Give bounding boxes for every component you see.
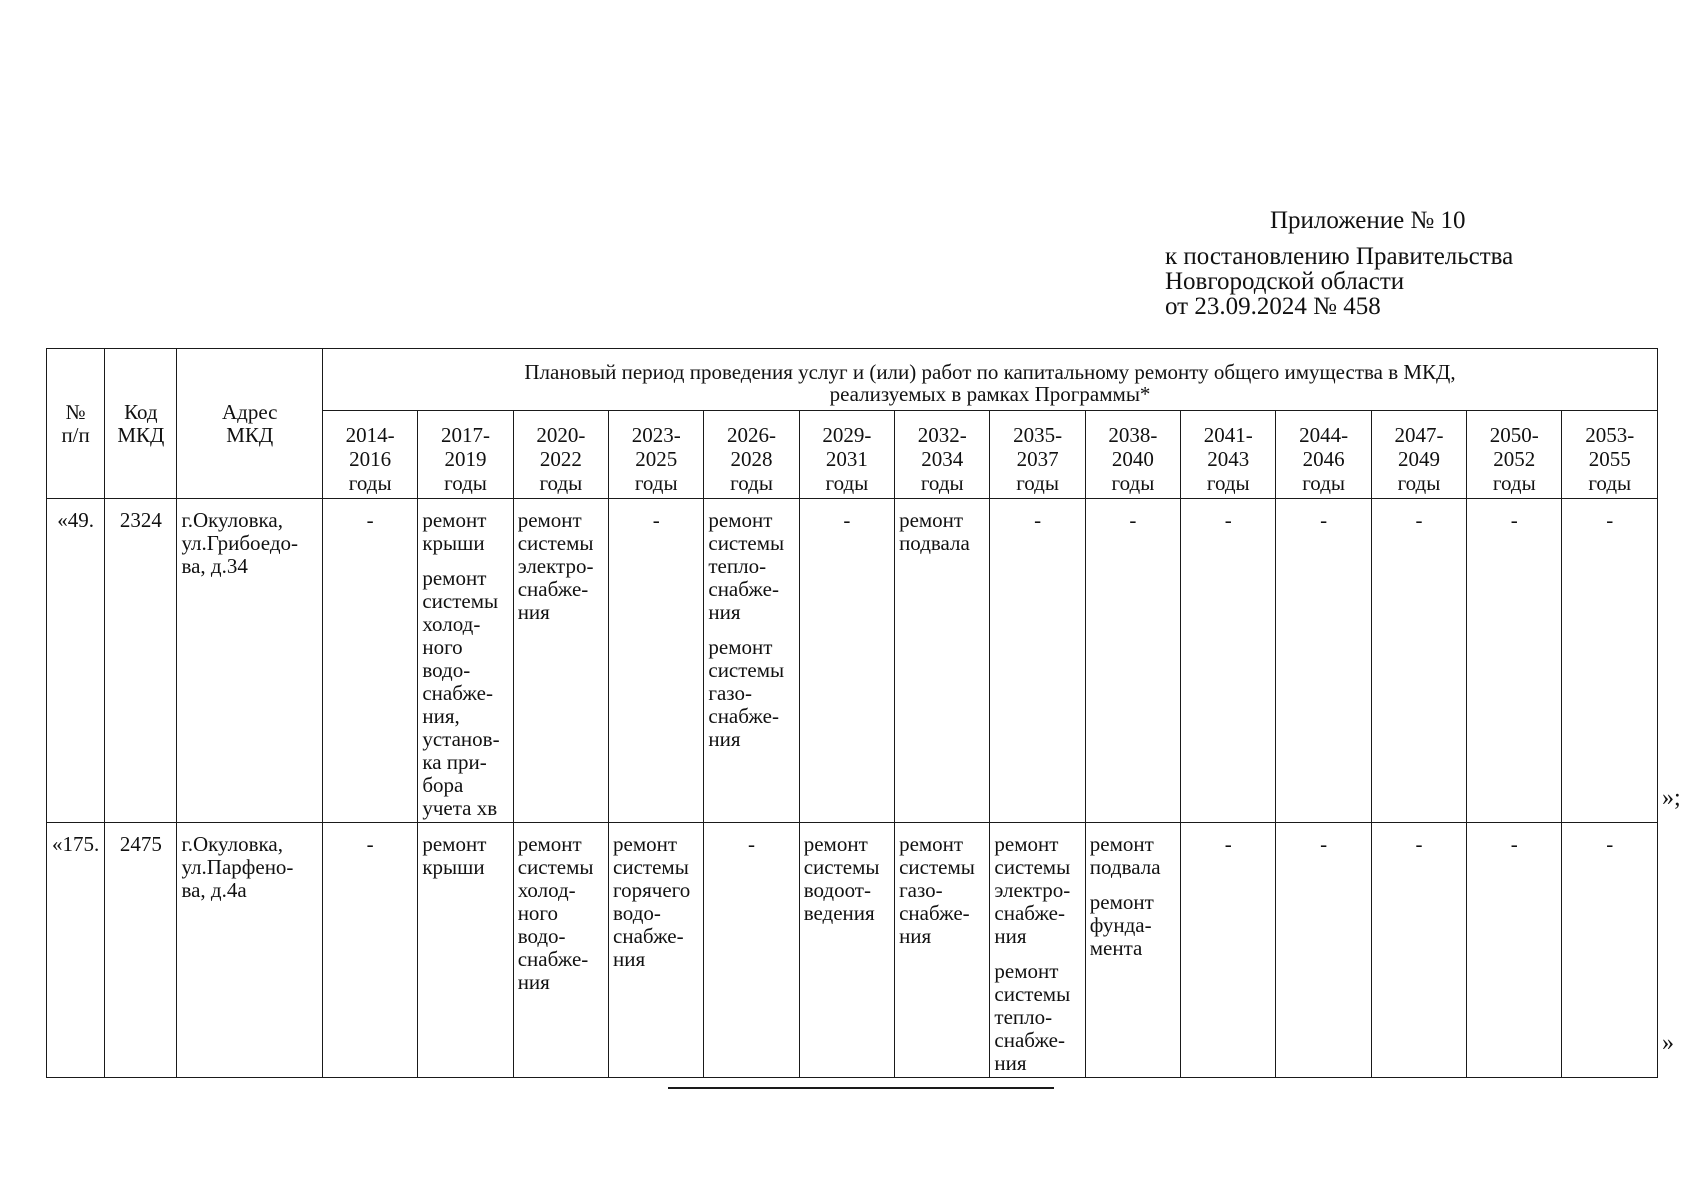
work-item: ремонт системы газо- снабже- ния	[899, 832, 975, 948]
period-cell	[323, 823, 418, 1078]
work-item: ремонт системы газо- снабже- ния	[708, 635, 785, 751]
header-period: Плановый период проведения услуг и (или) работ по капитальному ремонту общего имущества в МКД, реализуемых в рамках Программы*	[323, 349, 1658, 411]
period-cell	[1085, 823, 1180, 1078]
work-item: ремонт подвала	[899, 508, 970, 555]
period-cell	[895, 499, 990, 823]
period-cell	[1371, 499, 1466, 823]
period-cell	[1562, 823, 1658, 1078]
period-cell	[704, 499, 799, 823]
work-item: ремонт системы водоот- ведения	[803, 832, 880, 925]
no-work-dash: -	[1129, 508, 1137, 532]
header-code: Код МКД	[105, 349, 177, 499]
period-cell	[323, 499, 418, 823]
work-item: ремонт системы горячего водо- снабже- ния	[613, 832, 691, 971]
signature-line	[668, 1087, 1054, 1089]
header-num: № п/п	[47, 349, 105, 499]
no-work-dash: -	[1034, 508, 1042, 532]
period-cell	[513, 823, 608, 1078]
no-work-dash: -	[1320, 508, 1328, 532]
period-cell	[418, 823, 513, 1078]
header-year-2: 2020- 2022 годы	[513, 411, 608, 499]
row-2-end-mark: »	[1662, 1030, 1674, 1056]
period-cell	[895, 823, 990, 1078]
header-year-8: 2038- 2040 годы	[1085, 411, 1180, 499]
period-cell	[1467, 823, 1562, 1078]
header-year-11: 2047- 2049 годы	[1371, 411, 1466, 499]
header-year-10: 2044- 2046 годы	[1276, 411, 1371, 499]
work-item: ремонт системы электро- снабже- ния	[517, 508, 594, 624]
header-year-5: 2029- 2031 годы	[799, 411, 894, 499]
period-cell	[513, 499, 608, 823]
row-number: «49.	[47, 499, 105, 823]
building-address: г.Окуловка, ул.Парфено- ва, д.4а	[177, 823, 323, 1078]
no-work-dash: -	[1510, 832, 1518, 856]
period-cell	[1181, 823, 1276, 1078]
no-work-dash: -	[1510, 508, 1518, 532]
no-work-dash: -	[1415, 832, 1423, 856]
no-work-dash: -	[748, 832, 756, 856]
period-cell	[799, 823, 894, 1078]
repair-schedule-table	[46, 348, 1658, 1078]
building-address: г.Окуловка, ул.Грибоедо- ва, д.34	[177, 499, 323, 823]
work-item: ремонт крыши	[422, 508, 487, 555]
no-work-dash: -	[1606, 508, 1614, 532]
annex-title: Приложение № 10	[1270, 207, 1466, 234]
period-cell	[799, 499, 894, 823]
period-cell	[1085, 499, 1180, 823]
period-cell	[990, 823, 1085, 1078]
period-cell	[990, 499, 1085, 823]
no-work-dash: -	[1224, 832, 1232, 856]
annex-line-1: к постановлению Правительства	[1165, 243, 1514, 270]
work-item: ремонт системы холод- ного водо- снабже- ния	[517, 832, 594, 994]
row-1-end-mark: »;	[1662, 785, 1681, 811]
period-cell	[704, 823, 799, 1078]
period-cell	[609, 499, 704, 823]
period-cell	[609, 823, 704, 1078]
period-cell	[418, 499, 513, 823]
period-cell	[1467, 499, 1562, 823]
period-cell	[1181, 499, 1276, 823]
no-work-dash: -	[1415, 508, 1423, 532]
no-work-dash: -	[652, 508, 660, 532]
header-year-12: 2050- 2052 годы	[1467, 411, 1562, 499]
no-work-dash: -	[1606, 832, 1614, 856]
header-year-0: 2014- 2016 годы	[323, 411, 418, 499]
period-cell	[1276, 499, 1371, 823]
no-work-dash: -	[1224, 508, 1232, 532]
row-number: «175.	[47, 823, 105, 1078]
period-cell	[1371, 823, 1466, 1078]
header-year-7: 2035- 2037 годы	[990, 411, 1085, 499]
annex-header	[1165, 208, 1513, 319]
header-year-6: 2032- 2034 годы	[895, 411, 990, 499]
no-work-dash: -	[366, 508, 374, 532]
no-work-dash: -	[843, 508, 851, 532]
header-year-1: 2017- 2019 годы	[418, 411, 513, 499]
header-address: Адрес МКД	[177, 349, 323, 499]
period-cell	[1276, 823, 1371, 1078]
no-work-dash: -	[1320, 832, 1328, 856]
period-cell	[1562, 499, 1658, 823]
header-year-3: 2023- 2025 годы	[609, 411, 704, 499]
header-year-9: 2041- 2043 годы	[1181, 411, 1276, 499]
work-item: ремонт фунда- мента	[1089, 890, 1154, 960]
work-item: ремонт подвала	[1089, 832, 1161, 879]
work-item: ремонт системы холод- ного водо- снабже- ния, установ- ка при- бора учета хв	[422, 566, 500, 820]
annex-line-2: Новгородской области	[1165, 268, 1405, 295]
table-row	[47, 499, 1658, 823]
header-year-4: 2026- 2028 годы	[704, 411, 799, 499]
building-code: 2324	[105, 499, 177, 823]
work-item: ремонт крыши	[422, 832, 487, 879]
annex-line-3: от 23.09.2024 № 458	[1165, 293, 1381, 320]
header-year-13: 2053- 2055 годы	[1562, 411, 1658, 499]
work-item: ремонт системы тепло- снабже- ния	[994, 959, 1071, 1075]
work-item: ремонт системы тепло- снабже- ния	[708, 508, 785, 624]
work-item: ремонт системы электро- снабже- ния	[994, 832, 1071, 948]
table-row	[47, 823, 1658, 1078]
building-code: 2475	[105, 823, 177, 1078]
no-work-dash: -	[366, 832, 374, 856]
